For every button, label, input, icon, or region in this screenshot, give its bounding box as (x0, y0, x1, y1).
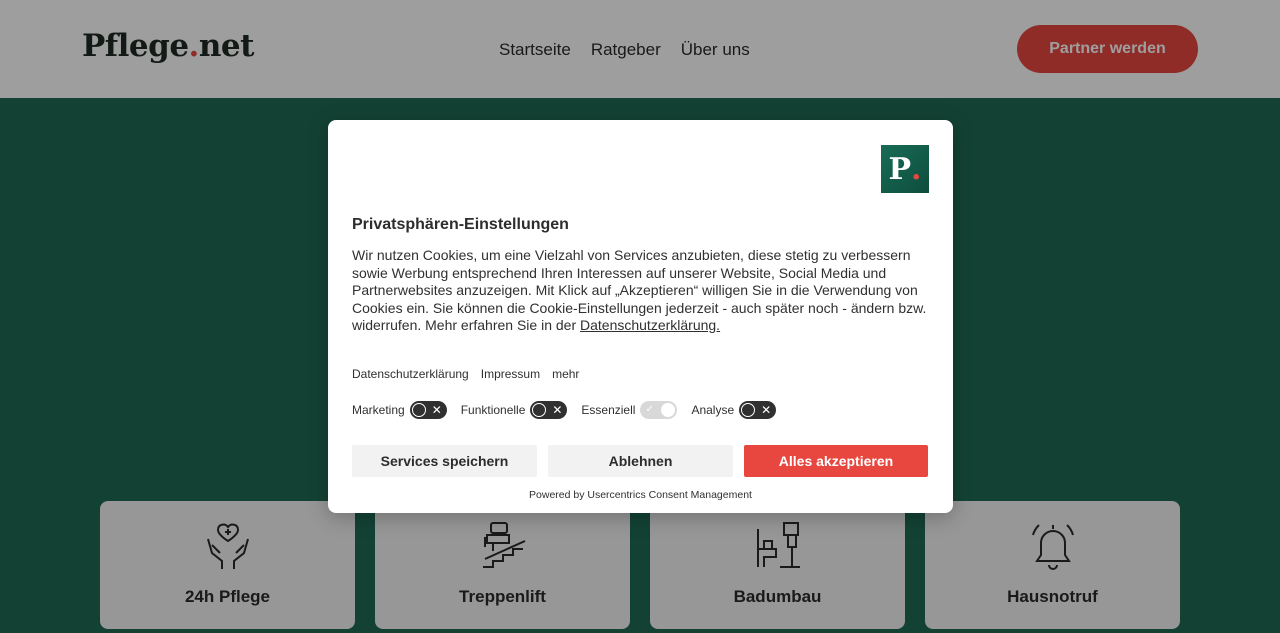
cookie-consent-dialog (328, 120, 953, 513)
toggle-label: Essenziell (581, 403, 636, 417)
toggle-label: Analyse (691, 403, 735, 417)
toggle-label: Funktionelle (460, 403, 526, 417)
privacy-policy-link[interactable]: Datenschutzerklärung. (580, 317, 721, 333)
dialog-links (352, 367, 579, 381)
powered-by-text: Powered by Usercentrics Consent Management (529, 489, 752, 501)
link-impressum[interactable]: Impressum (480, 367, 541, 381)
marketing-switch[interactable] (410, 401, 447, 419)
card-label: Treppenlift (459, 587, 546, 606)
accept-all-button[interactable]: Alles akzeptieren (744, 445, 928, 477)
nav-item-ueber-uns[interactable]: Über uns (680, 40, 750, 59)
site-logo[interactable]: Pflege.net (82, 28, 254, 64)
toggle-analyse (691, 401, 776, 419)
dialog-title: Privatsphären-Einstellungen (352, 216, 569, 233)
link-mehr[interactable]: mehr (552, 367, 580, 381)
nav-item-ratgeber[interactable]: Ratgeber (590, 40, 661, 59)
close-icon: ✕ (761, 403, 772, 417)
toggle-funktionelle (461, 401, 568, 419)
funktionelle-switch[interactable] (530, 401, 567, 419)
nav-item-startseite[interactable]: Startseite (499, 40, 571, 59)
analyse-switch[interactable] (739, 401, 776, 419)
brand-logo: P . (881, 145, 929, 193)
close-icon: ✕ (552, 403, 563, 417)
toggle-essenziell (581, 401, 677, 419)
close-icon: ✕ (431, 403, 442, 417)
check-icon: ✓ (645, 404, 654, 415)
card-label: Badumbau (733, 587, 822, 606)
card-label: Hausnotruf (1007, 587, 1098, 606)
save-services-button[interactable]: Services speichern (352, 445, 537, 477)
link-datenschutz[interactable]: Datenschutzerklärung (352, 367, 469, 381)
toggle-marketing (352, 401, 447, 419)
toggle-label: Marketing (352, 403, 405, 417)
partner-button[interactable]: Partner werden (1017, 25, 1198, 73)
decline-button[interactable]: Ablehnen (548, 445, 733, 477)
consent-toggles (352, 401, 776, 419)
essenziell-switch (640, 401, 677, 419)
dialog-description: Wir nutzen Cookies, um eine Vielzahl von Services anzubieten, diese stetig zu verbessern sowie Werbung entsprechend Ihren Interessen auf unserer Website, Social Media und Partnerwebsites anzuzeigen. Mit Klick auf „Akzeptieren“ willigen Sie in die Verwendung von Cookies ein. Sie können die Cookie-Einstellungen jederzeit - auch später noch - ändern bzw. widerrufen. Mehr erfahren Sie in der Datenschutzerklärung. (352, 247, 927, 333)
card-label: 24h Pflege (184, 587, 271, 606)
